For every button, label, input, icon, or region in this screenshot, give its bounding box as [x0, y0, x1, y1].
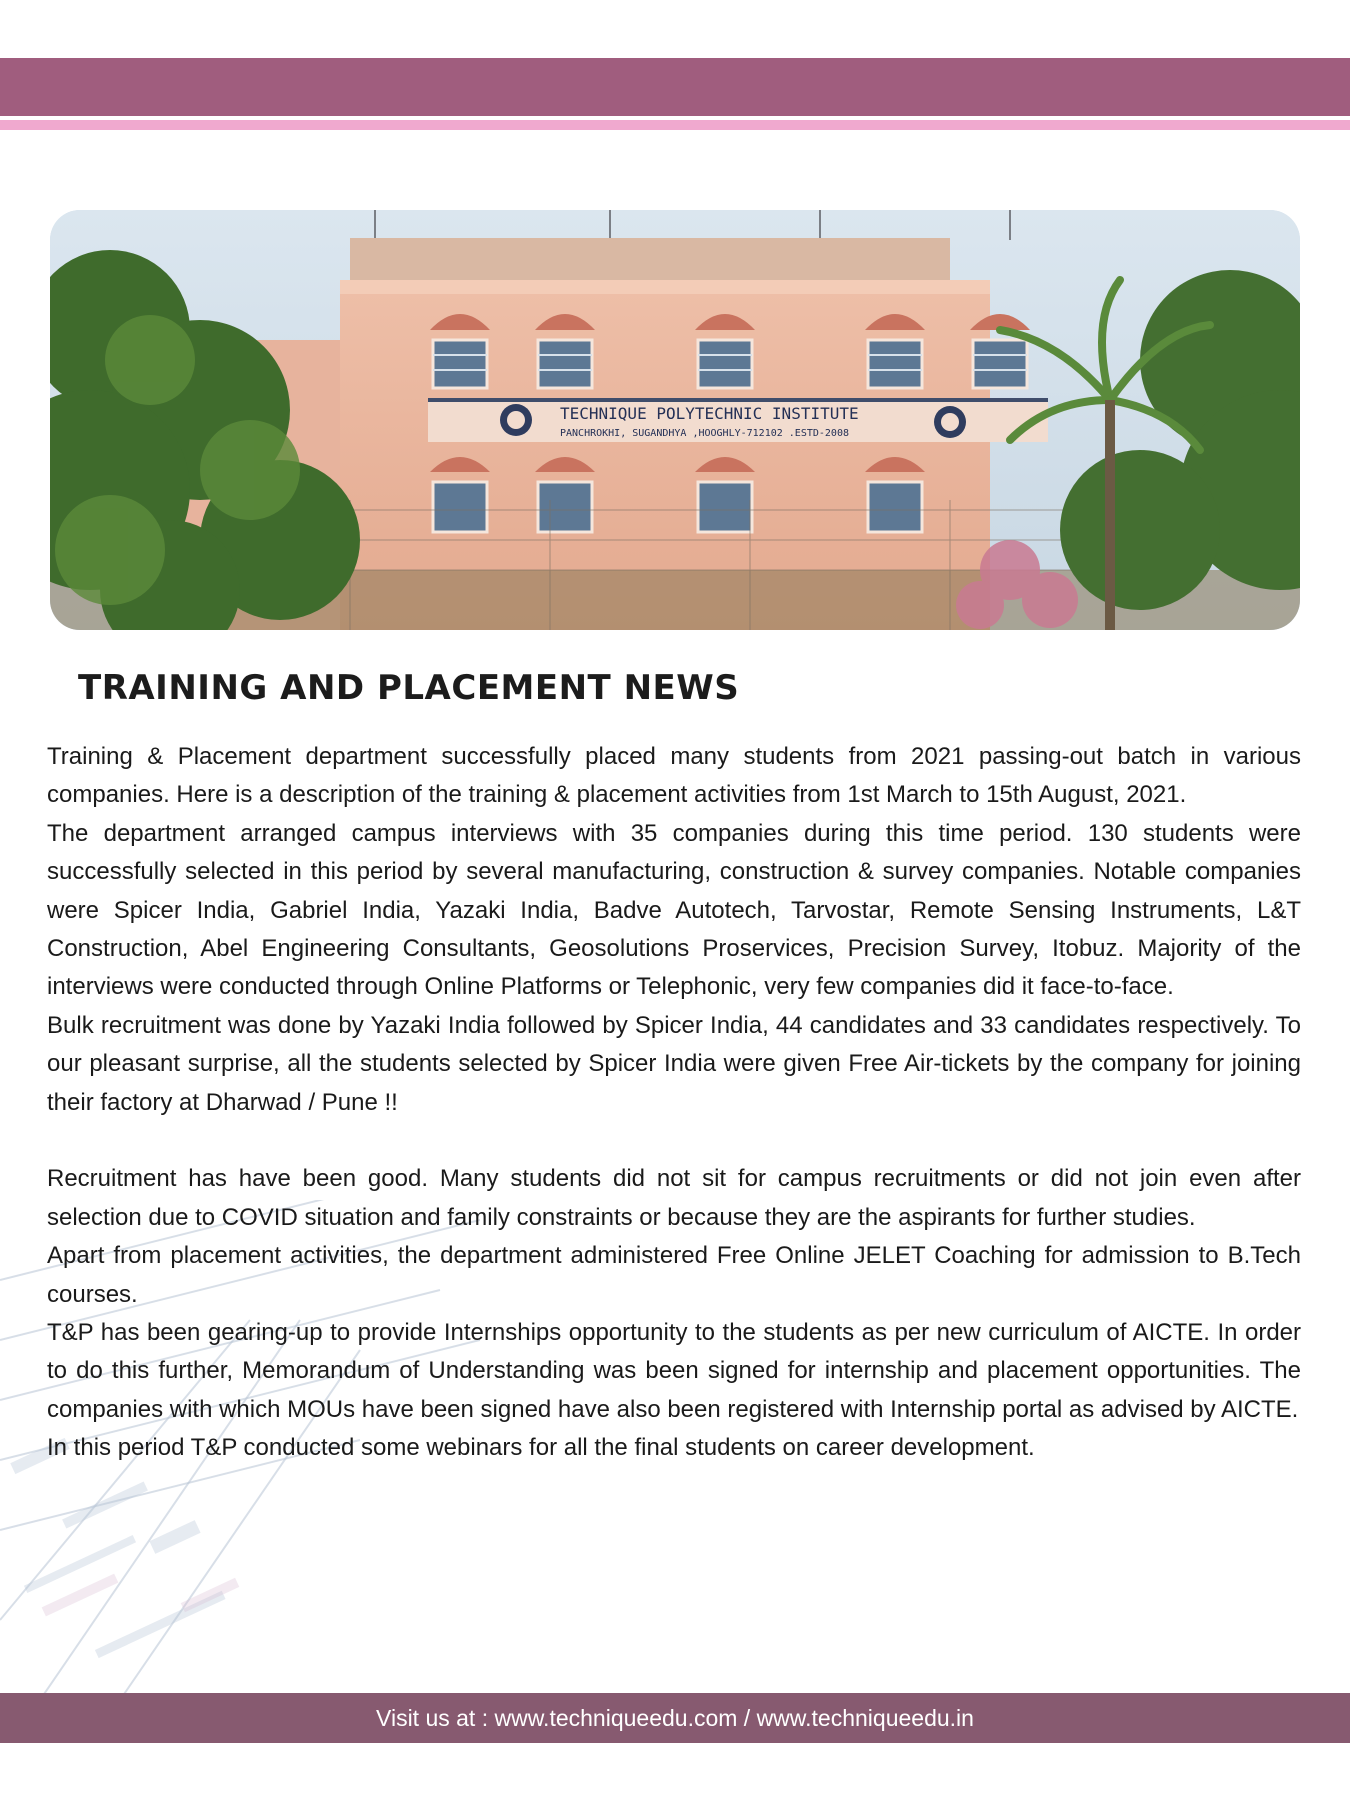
paragraph-spacer: [47, 1122, 1301, 1160]
paragraph: In this period T&P conducted some webinars for all the final students on career development.: [47, 1434, 1035, 1462]
article-body: [47, 738, 1301, 1468]
paragraph: Bulk recruitment was done by Yazaki India followed by Spicer India, 44 candidates and 33 candidates respectively. To our pleasant surprise, all the students selected by Spicer India were given Free Air-tickets by the company for joining their factory at Dharwad / Pune !!: [47, 1011, 1301, 1116]
paragraph: Training & Placement department successfully placed many students from 2021 passing-out batch in various companies. Here is a description of the training & placement activities from 1st March to 15th August, 2021.: [47, 743, 1301, 809]
paragraph: The department arranged campus interviews with 35 companies during this time period. 130 students were successfully selected in this period by several manufacturing, construction & survey companies. Notable companies were Spicer India, Gabriel India, Yazaki India, Badve Autotech, Tarvostar, Remote Sensing Instruments, L&T Construction, Abel Engineering Consultants, Geosolutions Proservices, Precision Survey, Itobuz. Majority of the interviews were conducted through Online Platforms or Telephonic, very few companies did it face-to-face.: [47, 819, 1301, 1001]
paragraph: T&P has been gearing-up to provide Internships opportunity to the students as per new curriculum of AICTE. In order to do this further, Memorandum of Understanding was been signed for internship and placement opportunities. The companies with which MOUs have been signed have also been registered with Internship portal as advised by AICTE.: [47, 1319, 1301, 1423]
institute-building-photo: [50, 210, 1300, 630]
building-sign-title: TECHNIQUE POLYTECHNIC INSTITUTE: [560, 404, 859, 423]
footer-website-text[interactable]: Visit us at : www.techniqueedu.com / www.techniqueedu.in: [376, 1704, 974, 1731]
footer-band: [0, 1693, 1350, 1743]
paragraph: Apart from placement activities, the department administered Free Online JELET Coaching for admission to B.Tech courses.: [47, 1242, 1301, 1308]
paragraph: Recruitment has have been good. Many students did not sit for campus recruitments or did not join even after selection due to COVID situation and family constraints or because they are the aspirants for further studies.: [47, 1165, 1301, 1231]
page-title: TRAINING AND PLACEMENT NEWS: [78, 668, 740, 708]
header-stripe: [0, 120, 1350, 130]
header-band: [0, 58, 1350, 116]
building-sign-address: PANCHROKHI, SUGANDHYA ,HOOGHLY-712102 .ESTD-2008: [560, 428, 849, 439]
